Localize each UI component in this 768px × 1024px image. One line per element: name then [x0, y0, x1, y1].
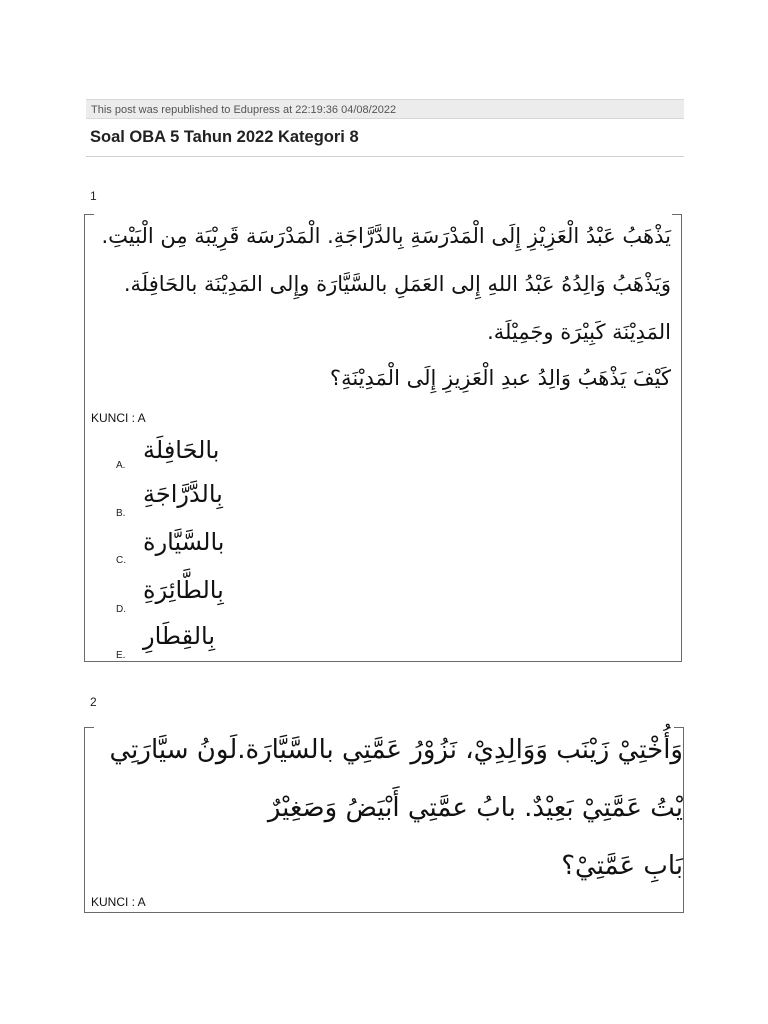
option-b-letter: B. — [116, 508, 126, 519]
question-text: كَيْفَ يَذْهَبُ وَالِدُ عبدِ الْعَزِيزِ إِلَى الْمَدِيْنَةِ؟ — [329, 366, 671, 390]
option-c-letter: C. — [116, 555, 126, 566]
option-a-letter: A. — [116, 460, 126, 471]
passage-line: وَأُخْتِيْ زَيْنَب وَوَالِدِيْ، نَزُوْرُ عَمَّتِي بالسَّيَّارَة.لَونُ سيَّارَتِي — [109, 735, 683, 765]
question-text: بَابِ عَمَّتِيْ؟ — [561, 851, 683, 881]
option-a-text[interactable]: بالحَافِلَة — [143, 436, 220, 464]
title-divider — [86, 156, 684, 157]
passage-line: وَيَذْهَبُ وَالِدُهُ عَبْدُ اللهِ إِلى العَمَلِ بالسَّيَّارَة وإِلى المَدِيْنَة بالحَافِلَة. — [123, 272, 671, 296]
answer-key: KUNCI : A — [91, 895, 146, 909]
option-d-letter: D. — [116, 604, 126, 615]
option-b-text[interactable]: بِالدَّرَّاجَةِ — [143, 480, 223, 508]
passage-line: يَذْهَبُ عَبْدُ الْعَزِيْزِ إِلَى الْمَدْرَسَةِ بِالدَّرَّاجَةِ. الْمَدْرَسَة قَرِيْبَة مِن الْبَيْتِ. — [101, 224, 671, 248]
option-d-text[interactable]: بِالطَّائِرَةِ — [143, 576, 224, 604]
post-title: Soal OBA 5 Tahun 2022 Kategori 8 — [90, 128, 359, 146]
passage-line: المَدِيْنَة كَبِيْرَة وجَمِيْلَة. — [487, 320, 671, 344]
passage-line: يْتُ عَمَّتِيْ بَعِيْدٌ. بابُ عمَّتِي أَبْيَضُ وَصَغِيْرٌ — [267, 793, 683, 823]
republish-banner: This post was republished to Edupress at 22:19:36 04/08/2022 — [86, 99, 684, 119]
option-e-letter: E. — [116, 650, 126, 661]
option-e-text[interactable]: بِالقِطَارِ — [143, 622, 216, 650]
question-box — [84, 727, 684, 913]
option-c-text[interactable]: بالسَّيَّارة — [143, 528, 225, 556]
answer-key: KUNCI : A — [91, 411, 146, 425]
question-box — [84, 214, 682, 662]
question-number: 2 — [90, 695, 97, 709]
question-number: 1 — [90, 189, 97, 203]
